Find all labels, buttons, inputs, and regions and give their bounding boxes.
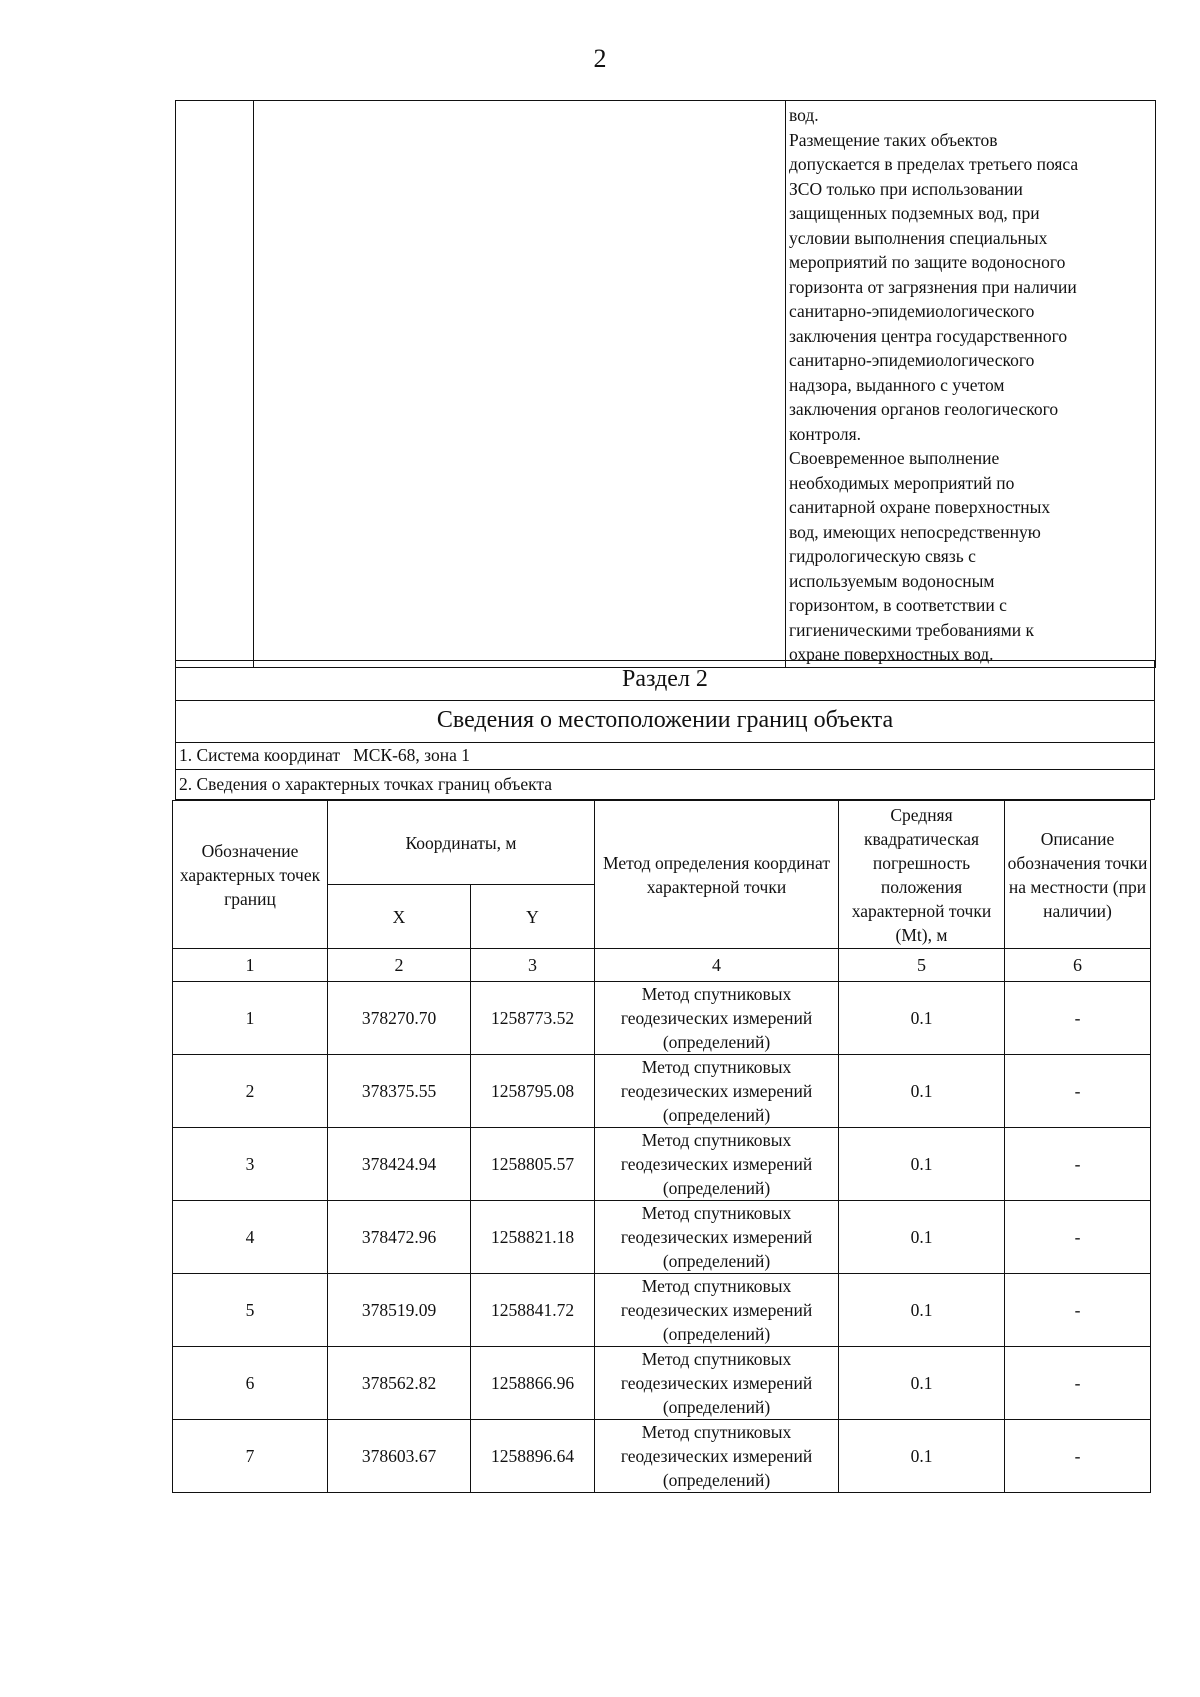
table-row: [173, 1128, 1151, 1201]
header-point: Обозначение характерных точек границ: [173, 801, 328, 949]
header-y: Y: [471, 885, 595, 949]
continuation-text: [786, 101, 1155, 667]
method-line: Метод спутниковых: [641, 1057, 792, 1077]
continuation-paragraph: [789, 446, 1153, 667]
header-coordinates: Координаты, м: [328, 801, 595, 885]
method-line: Метод спутниковых: [641, 1276, 792, 1296]
continuation-col-1: [176, 101, 254, 668]
method-cell: [595, 1274, 839, 1347]
header-description: Описание обозначения точки на местности (при наличии): [1005, 801, 1151, 949]
section-title: Раздел 2: [622, 666, 708, 692]
continuation-line: надзора, выданного с учетом: [789, 374, 1005, 395]
point-number: 4: [173, 1201, 328, 1274]
continuation-paragraph: [789, 128, 1153, 447]
error-value: 0.1: [839, 1347, 1005, 1420]
method-cell: [595, 1128, 839, 1201]
continuation-line: ЗСО только при использовании: [789, 178, 1023, 199]
error-value: 0.1: [839, 1274, 1005, 1347]
y-coordinate: 1258821.18: [471, 1201, 595, 1274]
header-method: Метод определения координат характерной точки: [595, 801, 839, 949]
error-value: 0.1: [839, 1201, 1005, 1274]
point-number: 5: [173, 1274, 328, 1347]
coord-system-line: [176, 743, 1154, 767]
description-value: -: [1005, 1201, 1151, 1274]
continuation-line: необходимых мероприятий по: [789, 472, 1015, 493]
method-cell: [595, 1055, 839, 1128]
column-number: 4: [595, 949, 839, 982]
point-number: 6: [173, 1347, 328, 1420]
method-cell: [595, 1201, 839, 1274]
point-number: 2: [173, 1055, 328, 1128]
continuation-line: санитарно-эпидемиологического: [789, 350, 1035, 370]
x-coordinate: 378375.55: [328, 1055, 471, 1128]
table-row: [173, 1274, 1151, 1347]
coord-system-label: 1. Система координат: [179, 745, 341, 765]
y-coordinate: 1258773.52: [471, 982, 595, 1055]
column-numbers-row: [173, 949, 1151, 982]
continuation-line: санитарно-эпидемиологического: [789, 301, 1035, 321]
column-number: 1: [173, 949, 328, 982]
x-coordinate: 378424.94: [328, 1128, 471, 1201]
method-cell: [595, 1347, 839, 1420]
method-line: (определений): [662, 1470, 771, 1490]
description-value: -: [1005, 1128, 1151, 1201]
header-x: X: [328, 885, 471, 949]
error-value: 0.1: [839, 982, 1005, 1055]
continuation-table: [175, 100, 1156, 668]
method-line: (определений): [662, 1324, 771, 1344]
points-label: 2. Сведения о характерных точках границ объекта: [179, 774, 553, 794]
description-value: -: [1005, 1055, 1151, 1128]
continuation-line: Своевременное выполнение: [789, 448, 1000, 468]
method-line: Метод спутниковых: [641, 1349, 792, 1369]
points-label-row: [175, 770, 1155, 800]
column-number: 2: [328, 949, 471, 982]
section-subtitle-row: [175, 701, 1155, 743]
continuation-col-2: [254, 101, 786, 668]
point-number: 1: [173, 982, 328, 1055]
table-row: [173, 1201, 1151, 1274]
method-line: Метод спутниковых: [641, 984, 792, 1004]
error-value: 0.1: [839, 1128, 1005, 1201]
method-line: геодезических измерений: [620, 1300, 813, 1320]
continuation-line: гигиеническими требованиями к: [789, 619, 1034, 640]
continuation-line: санитарной охране поверхностных: [789, 497, 1051, 517]
continuation-line: заключения центра государственного: [789, 325, 1068, 346]
continuation-paragraph: [789, 103, 1153, 128]
continuation-line: допускается в пределах третьего пояса: [789, 154, 1079, 174]
y-coordinate: 1258805.57: [471, 1128, 595, 1201]
continuation-line: гидрологическую связь с: [789, 546, 976, 566]
method-cell: [595, 1420, 839, 1493]
method-line: (определений): [662, 1251, 771, 1271]
description-value: -: [1005, 1420, 1151, 1493]
coord-system-value: МСК-68, зона 1: [353, 745, 470, 765]
continuation-line: защищенных подземных вод, при: [789, 203, 1040, 223]
method-line: Метод спутниковых: [641, 1422, 792, 1442]
continuation-line: вод, имеющих непосредственную: [789, 521, 1041, 542]
continuation-line: заключения органов геологического: [789, 399, 1059, 419]
method-line: геодезических измерений: [620, 1227, 813, 1247]
table-row: [173, 1420, 1151, 1493]
continuation-line: горизонта от загрязнения при наличии: [789, 276, 1077, 297]
method-line: (определений): [662, 1397, 771, 1417]
continuation-line: Размещение таких объектов: [789, 129, 998, 150]
table-row: [173, 1347, 1151, 1420]
point-number: 3: [173, 1128, 328, 1201]
continuation-line: условии выполнения специальных: [789, 227, 1048, 248]
description-value: -: [1005, 1347, 1151, 1420]
continuation-line: используемым водоносным: [789, 570, 995, 591]
continuation-line: контроля.: [789, 423, 862, 444]
coordinates-table: [172, 800, 1151, 1493]
y-coordinate: 1258795.08: [471, 1055, 595, 1128]
section-title-row: [175, 660, 1155, 701]
y-coordinate: 1258866.96: [471, 1347, 595, 1420]
continuation-line: мероприятий по защите водоносного: [789, 252, 1066, 272]
table-row: [173, 982, 1151, 1055]
description-value: -: [1005, 982, 1151, 1055]
method-line: геодезических измерений: [620, 1154, 813, 1174]
header-error: Средняя квадратическая погрешность положения характерной точки (Mt), м: [839, 801, 1005, 949]
y-coordinate: 1258896.64: [471, 1420, 595, 1493]
description-value: -: [1005, 1274, 1151, 1347]
method-line: Метод спутниковых: [641, 1130, 792, 1150]
x-coordinate: 378519.09: [328, 1274, 471, 1347]
continuation-text-cell: [786, 101, 1156, 668]
x-coordinate: 378603.67: [328, 1420, 471, 1493]
table-row: [173, 1055, 1151, 1128]
coord-system-row: [175, 743, 1155, 770]
coordinates-body: [173, 982, 1151, 1493]
method-line: геодезических измерений: [620, 1373, 813, 1393]
column-number: 5: [839, 949, 1005, 982]
x-coordinate: 378562.82: [328, 1347, 471, 1420]
y-coordinate: 1258841.72: [471, 1274, 595, 1347]
x-coordinate: 378270.70: [328, 982, 471, 1055]
method-line: геодезических измерений: [620, 1008, 813, 1028]
section-subtitle: Сведения о местоположении границ объекта: [436, 707, 894, 733]
x-coordinate: 378472.96: [328, 1201, 471, 1274]
method-cell: [595, 982, 839, 1055]
method-line: геодезических измерений: [620, 1446, 813, 1466]
point-number: 7: [173, 1420, 328, 1493]
continuation-line: вод.: [789, 105, 819, 125]
method-line: геодезических измерений: [620, 1081, 813, 1101]
method-line: Метод спутниковых: [641, 1203, 792, 1223]
error-value: 0.1: [839, 1420, 1005, 1493]
column-number: 6: [1005, 949, 1151, 982]
page-number: 2: [593, 44, 607, 73]
method-line: (определений): [662, 1178, 771, 1198]
continuation-line: охране поверхностных вод.: [789, 644, 994, 664]
column-number: 3: [471, 949, 595, 982]
method-line: (определений): [662, 1105, 771, 1125]
error-value: 0.1: [839, 1055, 1005, 1128]
method-line: (определений): [662, 1032, 771, 1052]
continuation-line: горизонтом, в соответствии с: [789, 595, 1007, 615]
